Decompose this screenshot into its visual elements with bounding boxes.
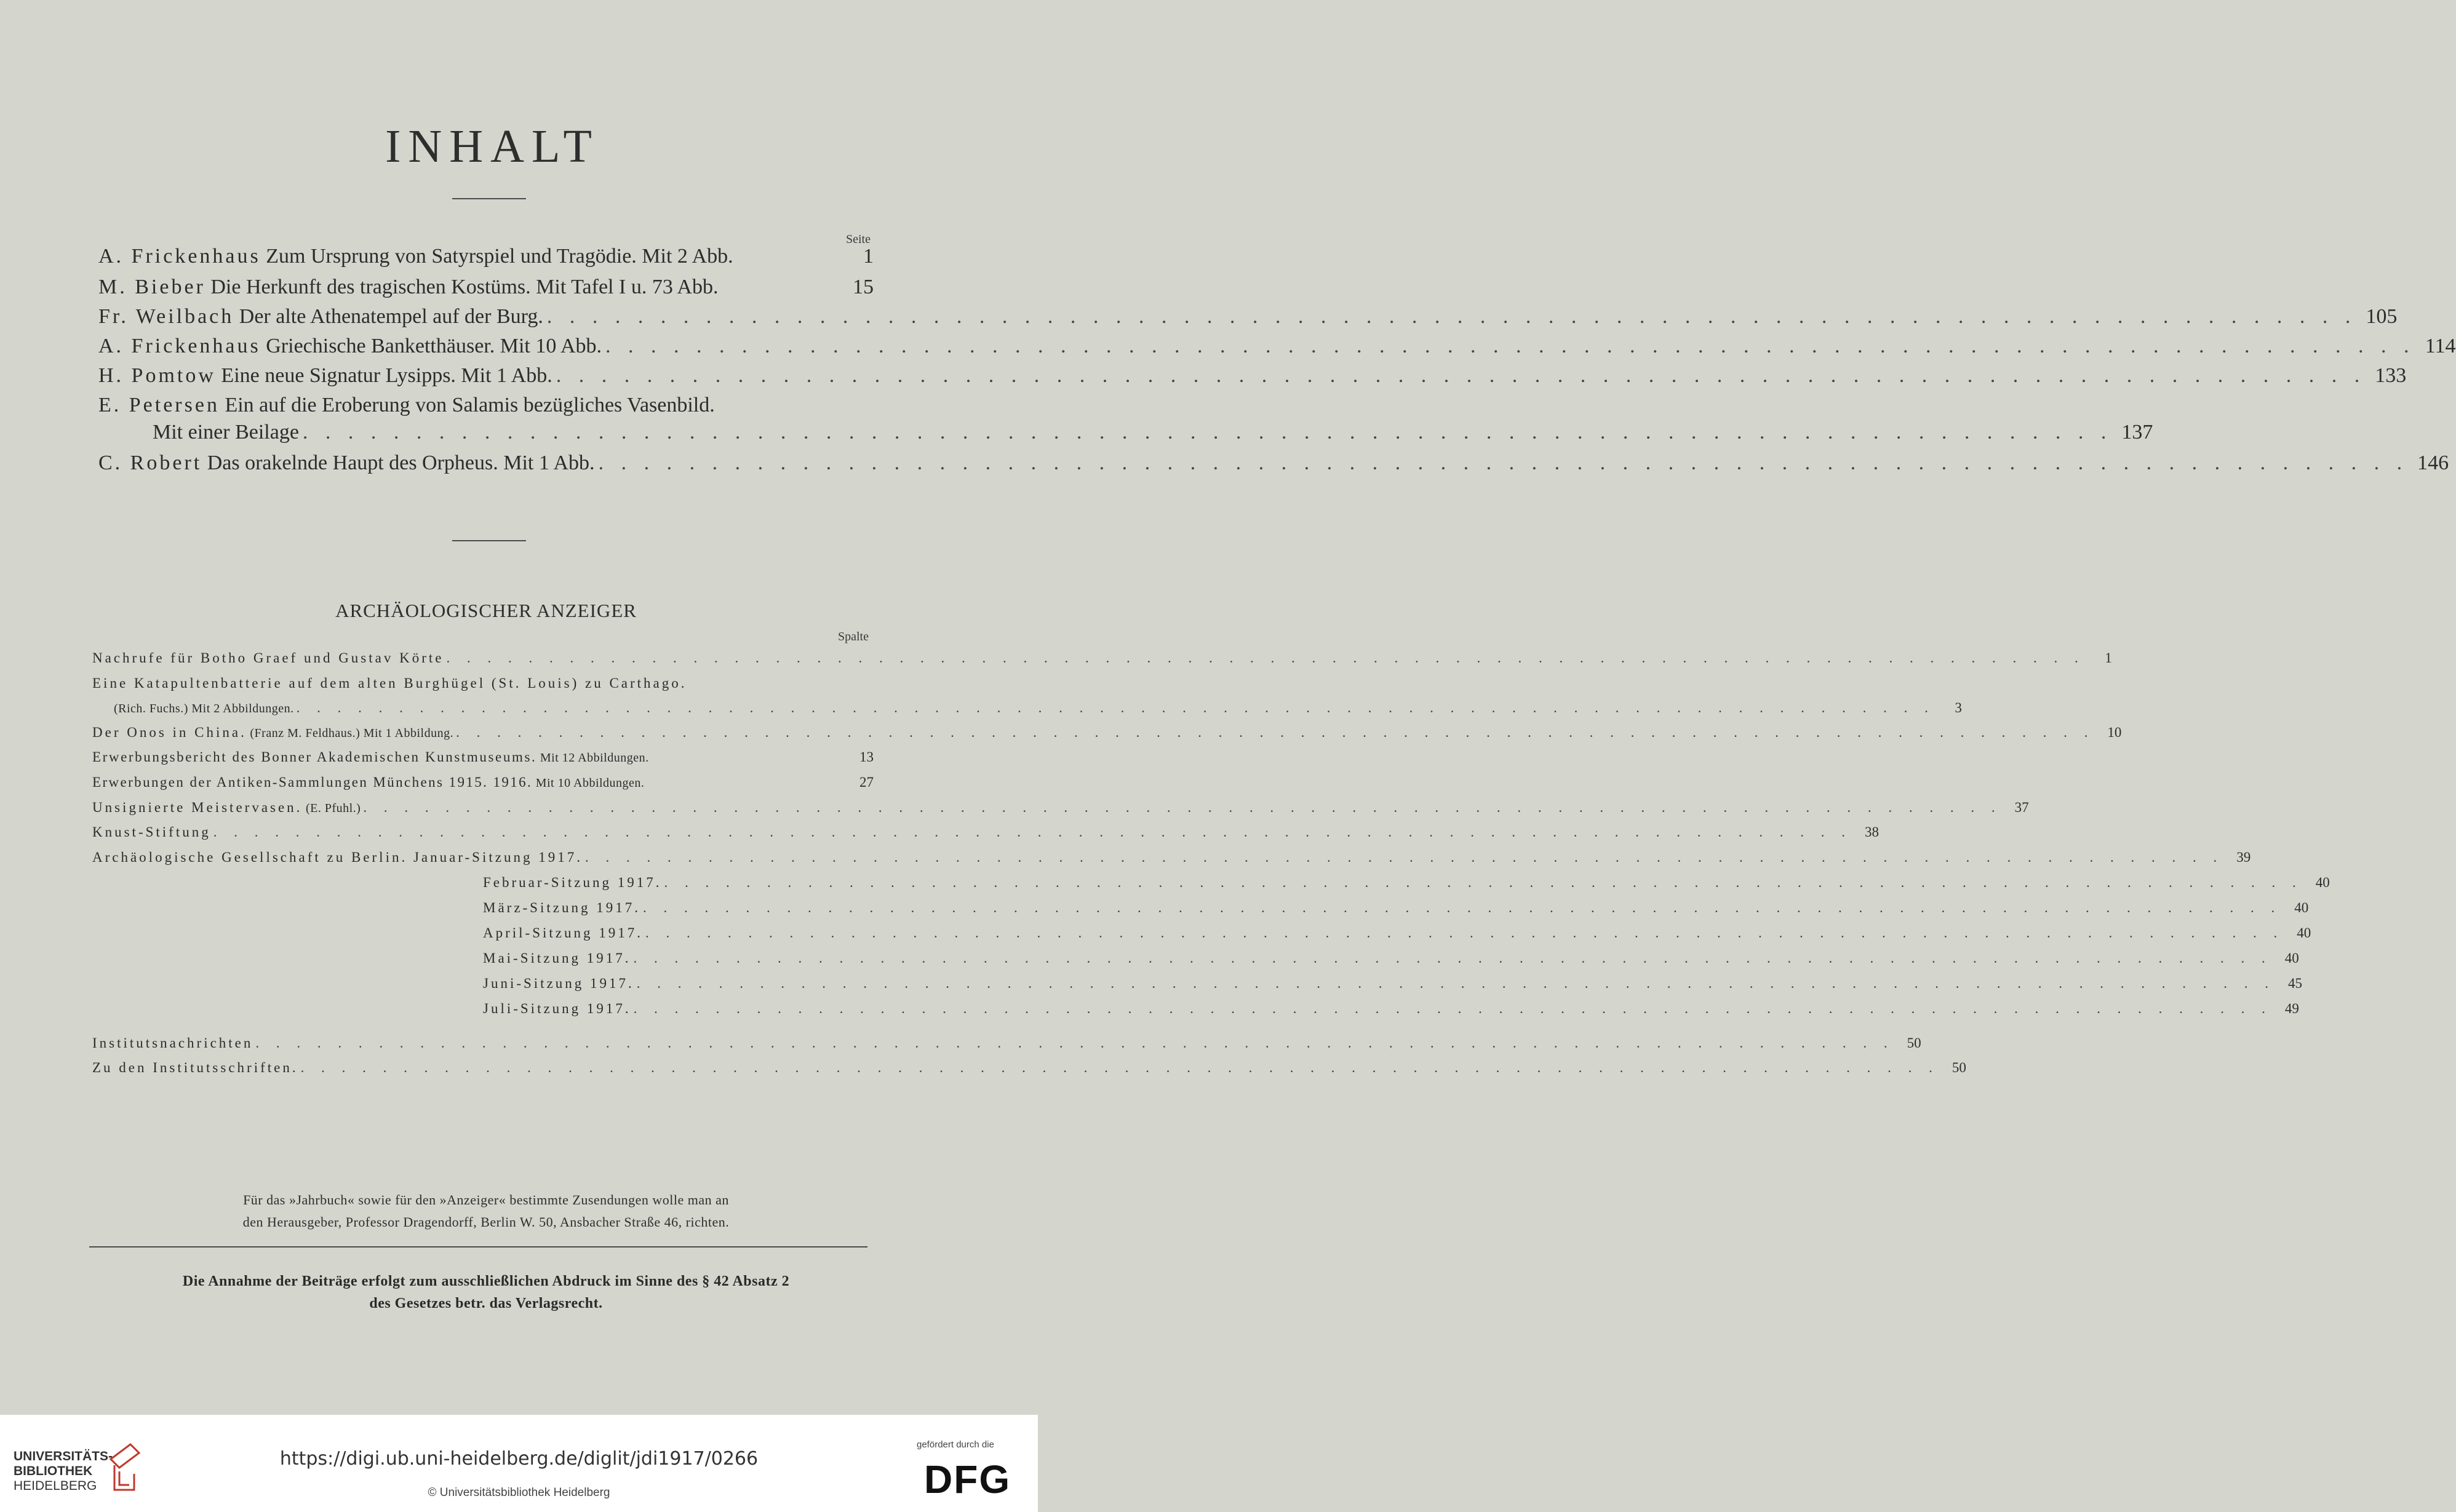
toc-page: 1 <box>863 245 874 268</box>
toc-title: Die Herkunft des tragischen Kostüms. Mit Tafel I u. 73 Abb. <box>205 276 719 298</box>
library-name-line: BIBLIOTHEK <box>14 1464 93 1478</box>
anzeiger-entry-note: (E. Pfuhl.) <box>302 802 361 815</box>
sitzung-entry-text: April-Sitzung 1917. <box>483 925 643 941</box>
toc-title: Griechische Banketthäuser. Mit 10 Abb. <box>260 335 602 357</box>
leader-dots: . . . . . . . . . . . . . . . . . . . . . . . . . . . . . . . . . . . . . . . . . . . . . . . . . . . . . . . . . . . . . . . . . . . . . . . . . . . . . . . . <box>300 1060 1939 1075</box>
leader-dots: . . . . . . . . . . . . . . . . . . . . . . . . . . . . . . . . . . . . . . . . . . . . . . . . . . . . . . . . . . . . . . . . . . . . . . . . . . . . . . . . <box>456 725 2095 740</box>
toc-author: E. Petersen <box>98 394 220 416</box>
toc-entry[interactable] <box>98 276 874 299</box>
anzeiger-entry[interactable] <box>92 1035 1921 1051</box>
library-name-line: HEIDELBERG <box>14 1479 97 1493</box>
toc-entry[interactable] <box>98 245 874 268</box>
seite-column-label: Seite <box>846 233 871 246</box>
leader-dots: . . . . . . . . . . . . . . . . . . . . . . . . . . . . . . . . . . . . . . . . . . . . . . . . . . . . . . . . . . . . . . . . . . . . . . . . . . . . . . . . <box>446 650 2085 666</box>
leader-dots: . . . . . . . . . . . . . . . . . . . . . . . . . . . . . . . . . . . . . . . . . . . . . . . . . . . . . . . . . . . . . . . . . . . . . . . . . . . . . . . . <box>556 364 2366 387</box>
toc-page: 15 <box>853 276 874 298</box>
viewer-footer <box>0 1415 1038 1512</box>
leader-dots: . . . . . . . . . . . . . . . . . . . . . . . . . . . . . . . . . . . . . . . . . . . . . . . . . . . . . . . . . . . . . . . . . . . . . . . . . . . . . . . . <box>296 700 1935 715</box>
anzeiger-entry-column: 3 <box>1955 700 1962 715</box>
toc-title: Eine neue Signatur Lysipps. Mit 1 Abb. <box>215 364 552 387</box>
sitzung-entry-text: März-Sitzung 1917. <box>483 900 640 915</box>
leader-dots: . . . . . . . . . . . . . . . . . . . . . . . . . . . . . . . . . . . . . . . . . . . . . . . . . . . . . . . . . . . . . . . . . . . . . . . . . . . . . . . . <box>213 824 1852 840</box>
leader-dots: . . . . . . . . . . . . . . . . . . . . . . . . . . . . . . . . . . . . . . . . . . . . . . . . . . . . . . . . . . . . . . . . . . . . . . . . . . . . . . . . <box>363 800 2002 815</box>
anzeiger-entry-text: Erwerbungsbericht des Bonner Akademischen Kunstmuseums. <box>92 749 537 765</box>
sitzung-entry[interactable] <box>483 900 2309 916</box>
leader-dots: . . . . . . . . . . . . . . . . . . . . . . . . . . . . . . . . . . . . . . . . . . . . . . . . . . . . . . . . . . . . . . . . . . . . . . . . . . . . . . . . <box>255 1035 1894 1051</box>
leader-dots: . . . . . . . . . . . . . . . . . . . . . . . . . . . . . . . . . . . . . . . . . . . . . . . . . . . . . . . . . . . . . . . . . . . . . . . . . . . . . . . . <box>598 452 2409 474</box>
sitzung-entry-text: Juli-Sitzung 1917. <box>483 1001 631 1016</box>
sitzung-entry-column: 40 <box>2315 875 2330 890</box>
toc-title: Das orakelnde Haupt des Orpheus. Mit 1 Abb. <box>202 452 595 474</box>
leader-dots: . . . . . . . . . . . . . . . . . . . . . . . . . . . . . . . . . . . . . . . . . . . . . . . . . . . . . . . . . . . . . . . . . . . . . . . . . . . . . . . . <box>636 976 2276 991</box>
toc-author: M. Bieber <box>98 276 205 298</box>
copyright-notice-line: des Gesetzes betr. das Verlagsrecht. <box>369 1295 603 1311</box>
toc-author: A. Frickenhaus <box>98 245 261 268</box>
notice-rule <box>89 1246 867 1247</box>
anzeiger-entry[interactable] <box>92 650 2112 666</box>
submission-note-line: Für das »Jahrbuch« sowie für den »Anzeiger« bestimmte Zusendungen wolle man an <box>243 1192 729 1208</box>
sitzung-entry[interactable] <box>483 875 2330 891</box>
anzeiger-entry-note: Mit 12 Abbildungen. <box>536 751 649 765</box>
anzeiger-entry-text: Erwerbungen der Antiken-Sammlungen Münchens 1915. 1916. <box>92 774 533 790</box>
anzeiger-title: ARCHÄOLOGISCHER ANZEIGER <box>335 600 637 621</box>
sitzung-entry[interactable] <box>483 1001 2299 1017</box>
anzeiger-entry-text: Eine Katapultenbatterie auf dem alten Burghügel (St. Louis) zu Carthago. <box>92 675 687 691</box>
title-rule <box>452 198 526 199</box>
anzeiger-entry[interactable] <box>92 850 2251 865</box>
sitzung-entry-column: 40 <box>2294 900 2309 915</box>
toc-entry[interactable] <box>98 305 2398 328</box>
leader-dots: . . . . . . . . . . . . . . . . . . . . . . . . . . . . . . . . . . . . . . . . . . . . . . . . . . . . . . . . . . . . . . . . . . . . . . . . . . . . . . . . <box>664 875 2303 890</box>
anzeiger-entry-column: 38 <box>1864 824 1879 840</box>
sitzung-entry-column: 40 <box>2284 950 2299 966</box>
anzeiger-entry[interactable] <box>92 824 1879 840</box>
anzeiger-entry[interactable] <box>92 774 874 790</box>
anzeiger-entry-column: 27 <box>859 774 874 790</box>
anzeiger-entry[interactable] <box>92 725 2122 741</box>
anzeiger-entry-text: Knust-Stiftung <box>92 824 211 840</box>
anzeiger-entry-column: 1 <box>2105 650 2112 666</box>
leader-dots: . . . . . . . . . . . . . . . . . . . . . . . . . . . . . . . . . . . . . . . . . . . . . . . . . . . . . . . . . . . . . . . . . . . . . . . . . . . . . . . . <box>584 850 2224 865</box>
toc-title: Der alte Athenatempel auf der Burg. <box>234 305 543 328</box>
anzeiger-entry-text: Nachrufe für Botho Graef und Gustav Körte <box>92 650 444 666</box>
sitzung-entry-text: Mai-Sitzung 1917. <box>483 950 631 966</box>
leader-dots: . . . . . . . . . . . . . . . . . . . . . . . . . . . . . . . . . . . . . . . . . . . . . . . . . . . . . . . . . . . . . . . . . . . . . . . . . . . . . . . . <box>302 421 2113 444</box>
leader-dots: . . . . . . . . . . . . . . . . . . . . . . . . . . . . . . . . . . . . . . . . . . . . . . . . . . . . . . . . . . . . . . . . . . . . . . . . . . . . . . . . <box>633 950 2272 966</box>
anzeiger-entry[interactable] <box>92 800 2029 816</box>
sitzung-entry-column: 40 <box>2297 925 2311 941</box>
sitzung-entry[interactable] <box>483 976 2303 992</box>
toc-title: Mit einer Beilage <box>153 421 299 444</box>
permalink-url[interactable]: https://digi.ub.uni-heidelberg.de/diglit/jdi1917/0266 <box>279 1448 759 1470</box>
anzeiger-entry-column: 50 <box>1952 1060 1966 1075</box>
anzeiger-entry-text: (Rich. Fuchs.) Mit 2 Abbildungen. <box>114 702 294 715</box>
leader-dots: . . . . . . . . . . . . . . . . . . . . . . . . . . . . . . . . . . . . . . . . . . . . . . . . . . . . . . . . . . . . . . . . . . . . . . . . . . . . . . . . <box>642 900 2282 915</box>
leader-dots: . . . . . . . . . . . . . . . . . . . . . . . . . . . . . . . . . . . . . . . . . . . . . . . . . . . . . . . . . . . . . . . . . . . . . . . . . . . . . . . . <box>633 1001 2272 1016</box>
sitzung-entry-column: 49 <box>2284 1001 2299 1016</box>
sitzung-entry-column: 45 <box>2288 976 2303 991</box>
anzeiger-entry-column: 50 <box>1907 1035 1921 1051</box>
anzeiger-entry[interactable] <box>92 675 874 691</box>
toc-page: 133 <box>2375 364 2407 387</box>
sitzung-entry[interactable] <box>483 950 2299 966</box>
anzeiger-entry-text: Zu den Institutsschriften. <box>92 1060 298 1075</box>
anzeiger-entry-text: Institutsnachrichten <box>92 1035 253 1051</box>
toc-entry[interactable] <box>98 364 2407 388</box>
section-rule <box>452 540 526 541</box>
toc-entry[interactable] <box>98 335 2456 358</box>
toc-page: 114 <box>2425 335 2456 357</box>
toc-author: Fr. Weilbach <box>98 305 234 328</box>
toc-entry-continued[interactable] <box>153 421 2153 444</box>
anzeiger-entry-text: Archäologische Gesellschaft zu Berlin. Januar-Sitzung 1917. <box>92 850 583 865</box>
spalte-column-label: Spalte <box>838 630 869 643</box>
anzeiger-entry[interactable] <box>92 1060 1966 1076</box>
anzeiger-entry-column: 37 <box>2014 800 2029 815</box>
copyright-text: © Universitätsbibliothek Heidelberg <box>428 1486 610 1499</box>
toc-author: C. Robert <box>98 452 202 474</box>
toc-title: Zum Ursprung von Satyrspiel und Tragödie. Mit 2 Abb. <box>260 245 733 268</box>
anzeiger-entry-note: Mit 10 Abbildungen. <box>532 776 645 790</box>
toc-page: 105 <box>2366 305 2398 328</box>
library-name-line: UNIVERSITÄTS- <box>14 1449 113 1463</box>
funding-caption: gefördert durch die <box>917 1439 994 1450</box>
anzeiger-entry-column: 13 <box>859 749 874 765</box>
anzeiger-entry[interactable] <box>92 749 874 765</box>
leader-dots: . . . . . . . . . . . . . . . . . . . . . . . . . . . . . . . . . . . . . . . . . . . . . . . . . . . . . . . . . . . . . . . . . . . . . . . . . . . . . . . . <box>546 305 2357 328</box>
copyright-notice-line: Die Annahme der Beiträge erfolgt zum ausschließlichen Abdruck im Sinne des § 42 Absatz 2 <box>182 1273 790 1289</box>
leader-dots: . . . . . . . . . . . . . . . . . . . . . . . . . . . . . . . . . . . . . . . . . . . . . . . . . . . . . . . . . . . . . . . . . . . . . . . . . . . . . . . . <box>645 925 2284 941</box>
anzeiger-entry-text: Der Onos in China. <box>92 725 247 740</box>
anzeiger-entry-column: 39 <box>2236 850 2251 865</box>
toc-page: 137 <box>2121 421 2153 444</box>
toc-author: H. Pomtow <box>98 364 216 387</box>
toc-entry[interactable] <box>98 394 874 417</box>
toc-page: 146 <box>2417 452 2449 474</box>
anzeiger-entry-note: (Franz M. Feldhaus.) Mit 1 Abbildung. <box>246 726 454 740</box>
anzeiger-entry-text: Unsignierte Meistervasen. <box>92 800 303 815</box>
anzeiger-entry-column: 10 <box>2107 725 2122 740</box>
toc-author: A. Frickenhaus <box>98 335 261 357</box>
sitzung-entry-text: Februar-Sitzung 1917. <box>483 875 662 890</box>
leader-dots: . . . . . . . . . . . . . . . . . . . . . . . . . . . . . . . . . . . . . . . . . . . . . . . . . . . . . . . . . . . . . . . . . . . . . . . . . . . . . . . . <box>605 335 2415 357</box>
sitzung-entry-text: Juni-Sitzung 1917. <box>483 976 634 991</box>
submission-note-line: den Herausgeber, Professor Dragendorff, Berlin W. 50, Ansbacher Straße 46, richten. <box>242 1214 730 1230</box>
toc-title: Ein auf die Eroberung von Salamis bezügliches Vasenbild. <box>219 394 715 416</box>
anzeiger-entry-continued[interactable] <box>114 700 1962 716</box>
toc-entry[interactable] <box>98 452 2449 475</box>
sitzung-entry[interactable] <box>483 925 2311 941</box>
page-title: INHALT <box>385 121 599 172</box>
dfg-logo[interactable]: DFG <box>924 1457 1011 1502</box>
